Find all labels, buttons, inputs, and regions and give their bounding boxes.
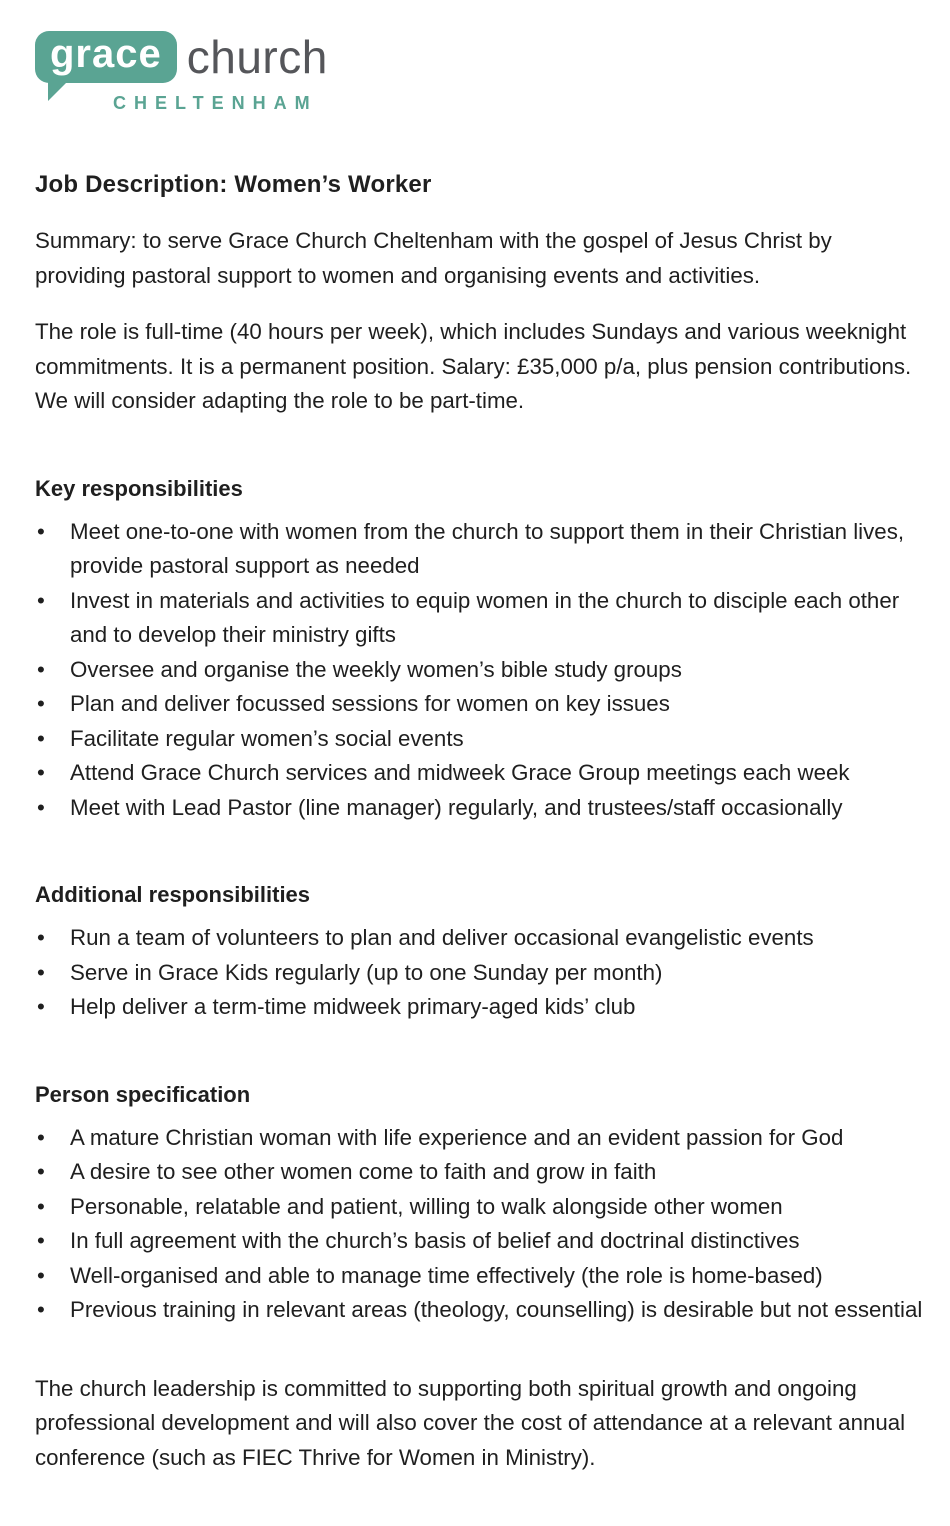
- bullet-item: • A desire to see other women come to faith and grow in faith: [35, 1155, 925, 1190]
- bullet-item: • Previous training in relevant areas (theology, counselling) is desirable but not essential: [35, 1293, 925, 1328]
- section-heading-additional-responsibilities: Additional responsibilities: [35, 882, 311, 907]
- bullet-item: • Attend Grace Church services and midweek Grace Group meetings each week: [35, 756, 925, 791]
- logo-speech-bubble: [35, 31, 177, 83]
- additional-responsibilities-list: [35, 921, 925, 1025]
- closing-paragraph: The church leadership is committed to supporting both spiritual growth and ongoing professional development and will also cover the cost of attendance at a relevant annual conference (such as FIEC Thrive for Women in Ministry).: [35, 1375, 906, 1470]
- section-heading-person-specification: Person specification: [35, 1081, 251, 1107]
- logo-row: [35, 30, 328, 84]
- bullet-item: • Oversee and organise the weekly women’s bible study groups: [35, 653, 925, 688]
- person-specification-list: [35, 1121, 925, 1328]
- bullet-item: • Facilitate regular women’s social events: [35, 722, 925, 757]
- logo: [35, 30, 328, 114]
- bullet-item: • Meet with Lead Pastor (line manager) regularly, and trustees/staff occasionally: [35, 791, 925, 826]
- page-title: Job Description: Women’s Worker: [35, 171, 432, 198]
- section-heading-key-responsibilities: Key responsibilities: [35, 475, 243, 501]
- logo-grace-text: grace: [50, 32, 162, 76]
- key-responsibilities-list: [35, 515, 925, 826]
- bullet-item: • A mature Christian woman with life experience and an evident passion for God: [35, 1121, 925, 1156]
- logo-church-text: church: [186, 31, 328, 83]
- summary-paragraph: Summary: to serve Grace Church Cheltenham with the gospel of Jesus Christ by providing pastoral support to women and organising events and activities.: [35, 228, 832, 288]
- bullet-item: • Serve in Grace Kids regularly (up to one Sunday per month): [35, 956, 925, 991]
- bullet-item: • Invest in materials and activities to equip women in the church to disciple each other and to develop their ministry gifts: [35, 584, 925, 653]
- role-details-paragraph: The role is full-time (40 hours per week), which includes Sundays and various weeknight commitments. It is a permanent position. Salary: £35,000 p/a, plus pension contributions. We will consider adapting the role to be part-time.: [35, 319, 912, 413]
- bullet-item: • Meet one-to-one with women from the church to support them in their Christian lives, provide pastoral support as needed: [35, 515, 925, 584]
- bullet-item: • Help deliver a term-time midweek primary-aged kids’ club: [35, 990, 925, 1025]
- bullet-item: • Personable, relatable and patient, willing to walk alongside other women: [35, 1190, 925, 1225]
- logo-location-text: CHELTENHAM: [113, 93, 318, 113]
- bullet-item: • Run a team of volunteers to plan and deliver occasional evangelistic events: [35, 921, 925, 956]
- bullet-item: • Well-organised and able to manage time effectively (the role is home-based): [35, 1259, 925, 1294]
- speech-bubble-tail-icon: [48, 82, 67, 101]
- bullet-item: • In full agreement with the church’s basis of belief and doctrinal distinctives: [35, 1224, 925, 1259]
- bullet-item: • Plan and deliver focussed sessions for women on key issues: [35, 687, 925, 722]
